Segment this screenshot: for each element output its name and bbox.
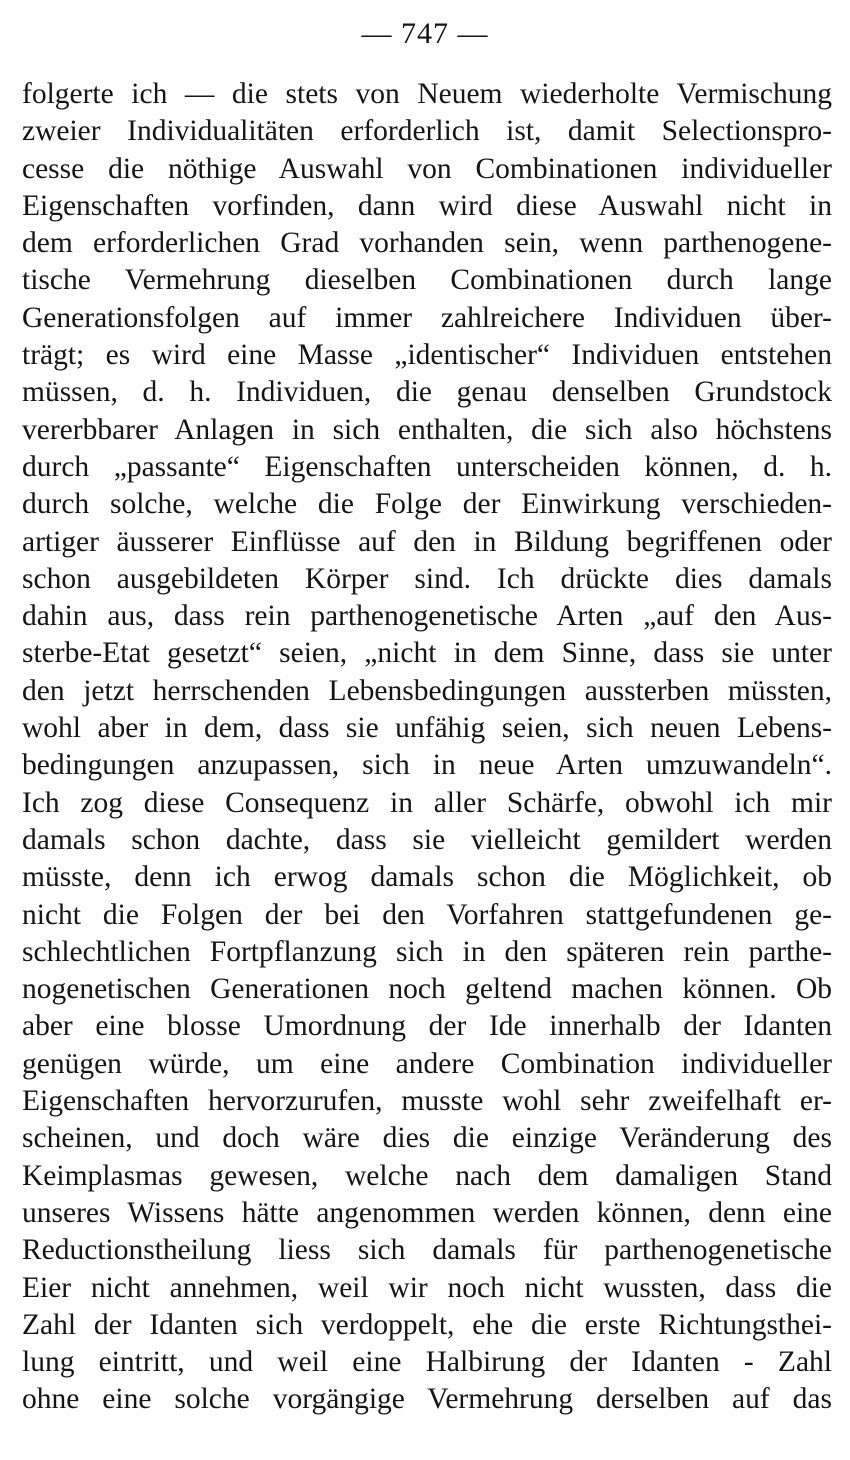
text-line: aber eine blosse Umordnung der Ide innerhalb der Idanten xyxy=(22,1010,832,1043)
text-line: genügen würde, um eine andere Combination individueller xyxy=(22,1047,832,1080)
text-line: folgerte ich — die stets von Neuem wiederholte Vermischung xyxy=(22,78,832,110)
text-line: den jetzt herrschenden Lebensbedingungen aussterben müssten, xyxy=(22,674,832,707)
text-line: schlechtlichen Fortpflanzung sich in den späteren rein parthe- xyxy=(22,935,832,968)
body-text xyxy=(22,76,832,1419)
text-line: vererbbarer Anlagen in sich enthalten, die sich also höchstens xyxy=(22,413,832,446)
text-line: Keimplasmas gewesen, welche nach dem damaligen Stand xyxy=(22,1159,832,1192)
text-line: durch „passante“ Eigenschaften unterscheiden können, d. h. xyxy=(22,450,832,483)
page-number-header: — 747 — xyxy=(361,17,489,50)
text-line: nogenetischen Generationen noch geltend machen können. Ob xyxy=(22,973,832,1006)
text-line: dahin aus, dass rein parthenogenetische Arten „auf den Aus- xyxy=(22,600,832,633)
text-line: lung eintritt, und weil eine Halbirung der Idanten - Zahl xyxy=(22,1346,832,1379)
text-line: Generationsfolgen auf immer zahlreichere Individuen über- xyxy=(22,301,832,334)
text-line: trägt; es wird eine Masse „identischer“ Individuen entstehen xyxy=(22,339,832,372)
text-line: Ich zog diese Consequenz in aller Schärfe, obwohl ich mir xyxy=(22,786,832,819)
text-line: nicht die Folgen der bei den Vorfahren stattgefundenen ge- xyxy=(22,898,832,931)
text-line: Zahl der Idanten sich verdoppelt, ehe die erste Richtungsthei- xyxy=(22,1308,832,1341)
text-line: Eier nicht annehmen, weil wir noch nicht wussten, dass die xyxy=(22,1271,832,1304)
text-line: müssen, d. h. Individuen, die genau denselben Grundstock xyxy=(22,376,832,409)
text-line: wohl aber in dem, dass sie unfähig seien, sich neuen Lebens- xyxy=(22,712,832,745)
text-line: Eigenschaften vorfinden, dann wird diese Auswahl nicht in xyxy=(22,189,832,222)
text-line: cesse die nöthige Auswahl von Combinationen individueller xyxy=(22,152,832,185)
text-line: tische Vermehrung dieselben Combinationen durch lange xyxy=(22,264,832,297)
text-line: bedingungen anzupassen, sich in neue Arten umzuwandeln“. xyxy=(22,749,832,782)
text-line: zweier Individualitäten erforderlich ist, damit Selectionspro- xyxy=(22,115,832,148)
text-line: artiger äusserer Einflüsse auf den in Bildung begriffenen oder xyxy=(22,525,832,558)
text-line: scheinen, und doch wäre dies die einzige Veränderung des xyxy=(22,1122,832,1155)
text-line: ohne eine solche vorgängige Vermehrung derselben auf das xyxy=(22,1383,832,1416)
text-line: Eigenschaften hervorzurufen, musste wohl sehr zweifelhaft er- xyxy=(22,1085,832,1118)
text-line: sterbe-Etat gesetzt“ seien, „nicht in dem Sinne, dass sie unter xyxy=(22,637,832,670)
text-line: dem erforderlichen Grad vorhanden sein, wenn parthenogene- xyxy=(22,227,832,260)
text-line: unseres Wissens hätte angenommen werden können, denn eine xyxy=(22,1196,832,1229)
text-line: schon ausgebildeten Körper sind. Ich drückte dies damals xyxy=(22,562,832,595)
text-line: damals schon dachte, dass sie vielleicht gemildert werden xyxy=(22,823,832,856)
text-line: Reductionstheilung liess sich damals für parthenogenetische xyxy=(22,1234,832,1267)
text-line: müsste, denn ich erwog damals schon die Möglichkeit, ob xyxy=(22,861,832,894)
text-line: durch solche, welche die Folge der Einwirkung verschieden- xyxy=(22,488,832,521)
